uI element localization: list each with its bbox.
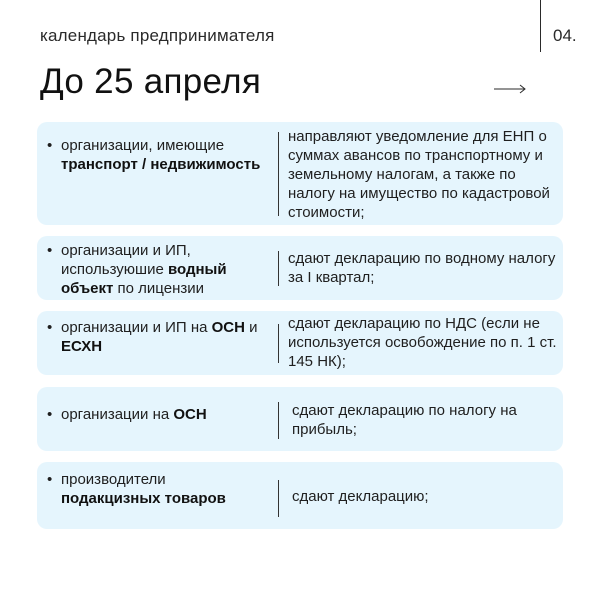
who-bold-text: недвижимость — [150, 156, 261, 173]
page-title: До 25 апреля — [40, 62, 262, 101]
deadline-card — [37, 462, 563, 529]
who-bold-text: ОСН — [173, 406, 207, 423]
who-text: организации и ИП, используюшие — [61, 242, 191, 278]
bullet: • — [47, 471, 53, 488]
card-action: направляют уведомление для ЕНП о суммах авансов по транспортному и земельному налогам, а также по налогу на имущество по кадастровой стоимости; — [288, 128, 550, 221]
who-text: / — [137, 156, 151, 173]
card-divider — [278, 132, 279, 216]
card-who — [47, 241, 277, 298]
who-text: организации, имеющие — [61, 137, 225, 154]
deadline-card — [37, 236, 563, 300]
card-divider — [278, 402, 279, 439]
who-bold-text: подакцизных товаров — [61, 490, 226, 507]
card-who — [47, 318, 277, 356]
header-subtitle: календарь предпринимателя — [40, 26, 275, 45]
who-text: и — [244, 319, 258, 336]
header-divider — [540, 0, 541, 52]
card-divider — [278, 251, 279, 286]
deadline-card — [37, 311, 563, 375]
card-divider — [278, 480, 279, 517]
deadline-card — [37, 122, 563, 225]
who-bold-text: водный объект — [61, 261, 227, 297]
who-text: организации на — [61, 406, 174, 423]
bullet: • — [47, 242, 53, 259]
bullet: • — [47, 319, 53, 336]
who-text: производители — [61, 471, 166, 488]
who-bold-text: ОСН — [211, 319, 245, 336]
who-text: организации и ИП на — [61, 319, 212, 336]
card-who — [47, 405, 277, 424]
arrow-right-icon[interactable] — [494, 84, 526, 94]
card-action: сдают декларацию по водному налогу за I квартал; — [288, 250, 556, 286]
who-text: по лицензии — [113, 280, 204, 297]
card-divider — [278, 324, 279, 363]
card-who — [47, 136, 277, 174]
card-action: сдают декларацию; — [292, 488, 429, 505]
who-bold-text: ЕСХН — [61, 338, 103, 355]
bullet: • — [47, 406, 53, 423]
card-who — [47, 470, 277, 508]
bullet: • — [47, 137, 53, 154]
card-action: сдают декларацию по налогу на прибыль; — [292, 402, 517, 438]
page-number: 04. — [553, 26, 577, 45]
card-action: сдают декларацию по НДС (если не используется освобождение по п. 1 ст. 145 НК); — [288, 315, 557, 370]
who-bold-text: транспорт — [61, 156, 138, 173]
deadline-card — [37, 387, 563, 451]
